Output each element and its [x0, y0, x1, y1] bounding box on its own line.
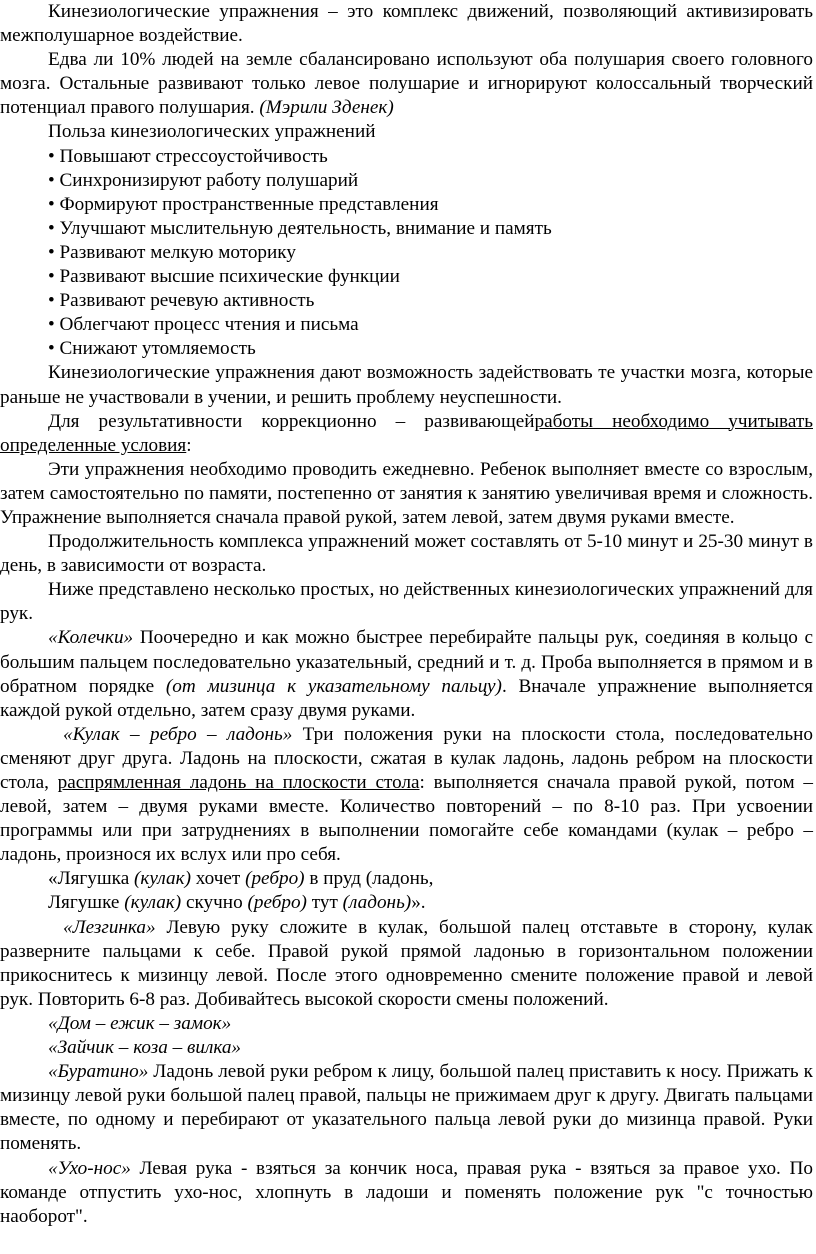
exercise-buratino — [0, 1060, 813, 1156]
paragraph-opportunity: Кинезиологические упражнения дают возможность задействовать те участки мозга, которые раньше не участвовали в учении, и решить проблему неуспешности. — [0, 362, 813, 408]
paragraph-conditions — [0, 410, 813, 458]
rhyme-text: скучно — [181, 892, 248, 914]
exercise-buratino-title: «Буратино» — [48, 1061, 149, 1083]
benefits-list — [0, 145, 813, 362]
paragraph-daily: Эти упражнения необходимо проводить ежедневно. Ребенок выполняет вместе со взрослым, затем самостоятельно по памяти, постепенно от занятия к занятию увеличивая время и сложность. Упражнение выполняется сначала правой рукой, затем левой, затем двумя руками вместе. — [0, 458, 813, 528]
benefit-item: • Улучшают мыслительную деятельность, внимание и память — [48, 217, 552, 239]
exercise-ear-nose-text: Левая рука - взяться за кончик носа, правая рука - взяться за правое ухо. По команде отпустить ухо-нос, хлопнуть в ладоши и поменять положение рук "с точностью наоборот". — [0, 1157, 813, 1227]
rhyme-text: Лягушке — [48, 892, 125, 914]
benefit-item: • Облегчают процесс чтения и письма — [48, 314, 359, 336]
rhyme-line-2 — [0, 891, 813, 915]
rhyme-text: «Лягушка — [48, 868, 135, 890]
conditions-colon: : — [186, 434, 192, 456]
rhyme-line-1 — [0, 867, 813, 891]
exercise-ear-nose-title: «Ухо-нос» — [48, 1157, 131, 1179]
exercise-buratino-text: Ладонь левой руки ребром к лицу, большой палец приставить к носу. Прижать к мизинцу левой руки большой палец правой, пальцы не прижимаем друг к другу. Двигать пальцами вместе, по одному и перебирают от указательного пальца левой руки до мизинца правой. Руки поменять. — [0, 1061, 813, 1155]
rhyme-italic: (ребро) — [247, 892, 307, 914]
exercise-bunny-title: «Зайчик – коза – вилка» — [48, 1037, 242, 1059]
exercise-fist-underlined: распрямленная ладонь на плоскости стола — [57, 772, 420, 793]
exercise-rings — [0, 626, 813, 722]
exercise-fist-text: Три положения руки на плоскости стола, последовательно сменяют друг друга. Ладонь на плоскости, сжатая в кулак ладонь, ладонь ребром на плоскости стола, — [0, 723, 813, 793]
exercise-ear-nose — [0, 1157, 813, 1229]
exercise-lezginka-text: Левую руку сложите в кулак, большой палец отставьте в сторону, кулак разверните пальцами к себе. Правой рукой прямой ладонью в горизонтальном положении прикоснитесь к мизинцу левой. После этого одновременно смените положение правой и левой рук. Повторить 6-8 раз. Добивайтесь высокой скорости смены положений. — [0, 916, 813, 1010]
exercise-house — [0, 1012, 813, 1036]
benefit-item: • Развивают высшие психические функции — [48, 266, 400, 288]
rhyme-italic: (ладонь) — [342, 892, 412, 914]
conditions-text: Для результативности коррекционно – развивающей — [48, 410, 535, 432]
rhyme-italic: (кулак) — [124, 892, 182, 914]
benefit-item: • Повышают стрессоустойчивость — [48, 145, 328, 167]
rhyme-text: ». — [411, 892, 426, 914]
exercise-house-title: «Дом – ежик – замок» — [48, 1012, 232, 1034]
benefit-item: • Развивают речевую активность — [48, 290, 315, 312]
conditions-underlined: работы необходимо учитывать определенные условия — [0, 410, 813, 456]
exercise-rings-italic: (от мизинца к указательному пальцу) — [165, 675, 502, 697]
exercise-rings-text: Поочередно и как можно быстрее перебирайте пальцы рук, соединяя в кольцо с большим пальцем последовательно указательный, средний и т. д. Проба выполняется в прямом и в обратном порядке — [0, 627, 813, 697]
benefit-item: • Синхронизируют работу полушарий — [48, 169, 359, 191]
exercise-lezginka-title: «Лезгинка» — [63, 916, 156, 938]
exercise-fist-edge-palm — [0, 723, 813, 868]
exercise-fist-text-end: : выполняется сначала правой рукой, потом – левой, затем – двумя руками вместе. Количество повторений – по 8-10 раз. При усвоении программы или при затруднениях в выполнении помогайте себе командами (кулак – ребро – ладонь, произнося их вслух или про себя. — [0, 772, 813, 866]
benefit-item: • Формируют пространственные представления — [48, 193, 439, 215]
rhyme-text: в пруд (ладонь, — [304, 868, 434, 890]
quote-author: (Мэрили Зденек) — [259, 97, 394, 119]
paragraph-hemispheres — [0, 48, 813, 120]
exercise-lezginka — [0, 916, 813, 1012]
paragraph-definition: Кинезиологические упражнения – это комплекс движений, позволяющий активизировать межполушарное воздействие. — [0, 1, 813, 47]
paragraph-duration: Продолжительность комплекса упражнений может составлять от 5-10 минут и 25-30 минут в день, в зависимости от возраста. — [0, 531, 813, 577]
hemispheres-text: Едва ли 10% людей на земле сбалансировано используют оба полушария своего головного мозга. Остальные развивают только левое полушарие и игнорируют колоссальный творческий потенциал правого полушария. — [0, 49, 813, 119]
rhyme-italic: (кулак) — [134, 868, 191, 890]
paragraph-intro-exercises: Ниже представлено несколько простых, но действенных кинезиологических упражнений для рук. — [0, 579, 813, 625]
exercise-rings-text-end: . Вначале упражнение выполняется каждой рукой отдельно, затем сразу двумя руками. — [0, 675, 813, 721]
rhyme-italic: (ребро) — [245, 868, 305, 890]
rhyme-text: тут — [306, 892, 343, 914]
exercise-bunny — [0, 1036, 813, 1060]
benefit-item: • Снижают утомляемость — [48, 338, 256, 360]
benefit-item: • Развивают мелкую моторику — [48, 241, 296, 263]
benefits-title: Польза кинезиологических упражнений — [48, 121, 376, 143]
rhyme-text: хочет — [190, 868, 246, 890]
exercise-fist-title: «Кулак – ребро – ладонь» — [63, 723, 293, 745]
exercise-rings-title: «Колечки» — [48, 627, 134, 649]
